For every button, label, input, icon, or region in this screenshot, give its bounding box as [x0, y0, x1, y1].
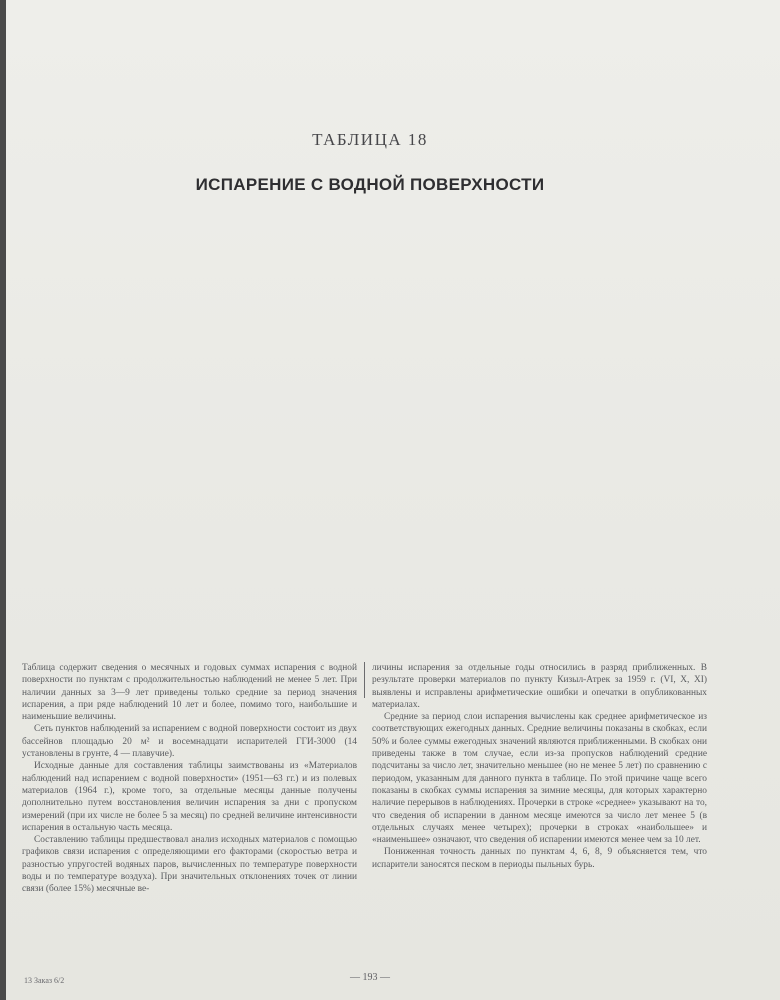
page-edge-shadow [0, 0, 6, 1000]
paragraph: Средние за период слои испарения вычислены как среднее арифметическое из соответствующих ежегодных данных. Средние величины показаны в скобках, если 50% и более суммы ежегодных значений являются приближенными. В скобках они приведены также в том случае, если из-за пропусков наблюдений средние подсчитаны за число лет, значительно меньшее (но не менее 5 лет) по сравнению с периодом, указанным для данного пункта в таблице. По этой причине чаще всего показаны в скобках суммы испарения за зимние месяцы, для которых характерно наличие перерывов в наблюдениях. Прочерки в строке «среднее» указывают на то, что сведения об испарении в данном месяце имеются за число лет менее 5 (в отдельных случаях менее четырех); прочерки в строках «наибольшее» и «наименьшее» означают, что сведения об испарении имеются менее чем за 10 лет. [372, 712, 707, 846]
paragraph: Пониженная точность данных по пунктам 4, 6, 8, 9 объясняется тем, что испарители заносятся песком в периоды пыльных бурь. [372, 847, 707, 870]
paragraph: Таблица содержит сведения о месячных и годовых суммах испарения с водной поверхности по пунктам с продолжительностью наблюдений не менее 5 лет. При наличии данных за 3—9 лет приведены только средние за период значения испарения, а при ряде наблюдений 10 лет и более, помимо того, наибольшие и наименьшие величины. [22, 663, 357, 723]
paragraph: личины испарения за отдельные годы относились в разряд приближенных. В результате проверки материалов по пункту Кизыл-Атрек за 1959 г. (VI, X, XI) выявлены и исправлены арифметические ошибки и опечатки в опубликованных материалах. [372, 663, 707, 710]
left-text-column [22, 662, 357, 896]
table-number: ТАБЛИЦА 18 [312, 130, 428, 149]
paragraph: Составлению таблицы предшествовал анализ исходных материалов с помощью графиков связи испарения с определяющими его факторами (скоростью ветра и разностью упругостей водяных паров, вычисленных по температуре поверхности воды и по температуре воздуха). При значительных отклонениях точек от линии связи (более 15%) месячные ве- [22, 835, 357, 895]
paragraph: Сеть пунктов наблюдений за испарением с водной поверхности состоит из двух бассейнов площадью 20 м² и восемнадцати испарителей ГГИ-3000 (14 установлены в грунте, 4 — плавучие). [22, 724, 357, 760]
printer-signature: 13 Заказ 6/2 [24, 976, 65, 985]
page-number: — 193 — [350, 972, 390, 983]
paragraph: Исходные данные для составления таблицы заимствованы из «Материалов наблюдений над испарением с водной поверхности» (1951—63 гг.) и из полевых материалов (1964 г.), кроме того, за отдельные месяцы данные получены дополнительно путем восстановления величин испарения за дни с пропуском измерений (при их числе не более 5 за месяц) по средней величине интенсивности испарения в остальную часть месяца. [22, 761, 357, 833]
page-title: ИСПАРЕНИЕ С ВОДНОЙ ПОВЕРХНОСТИ [195, 175, 545, 194]
right-text-column [372, 662, 707, 871]
column-divider [364, 662, 365, 698]
